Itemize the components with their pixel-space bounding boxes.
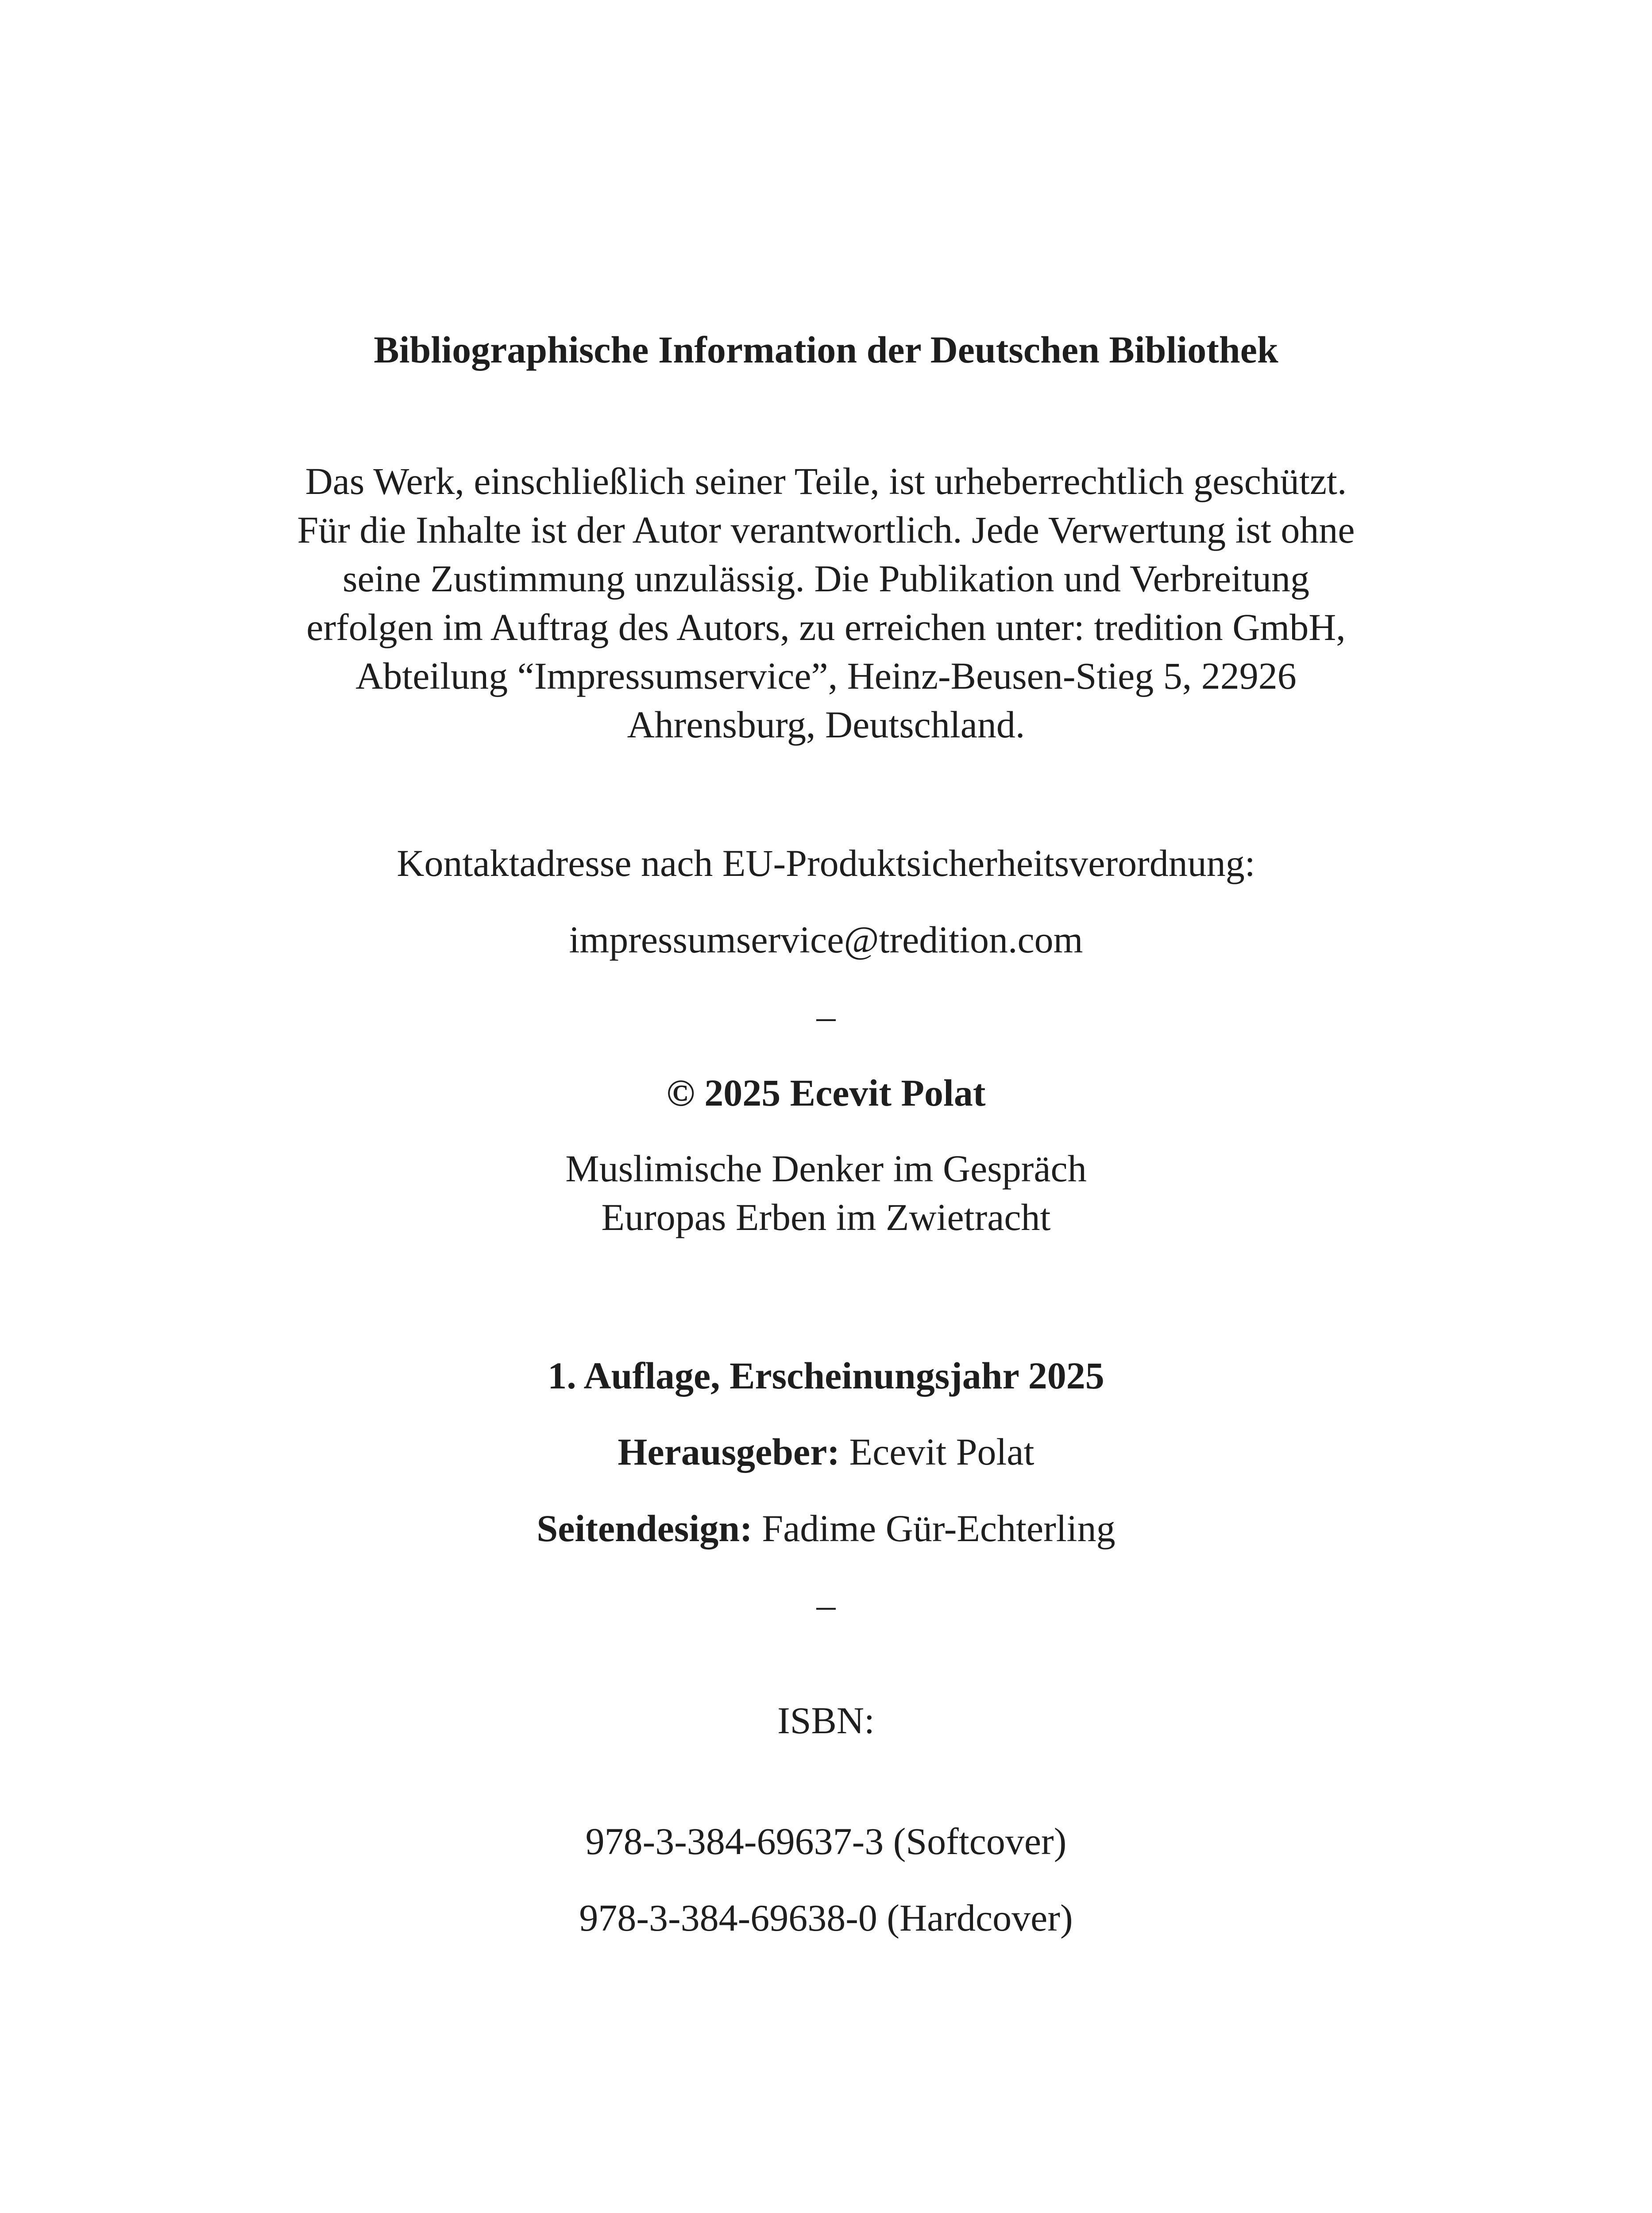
title-line-1: Muslimische Denker im Gespräch — [565, 1147, 1087, 1190]
design-label: Seitendesign: — [537, 1507, 753, 1550]
isbn-label: ISBN: — [777, 1699, 875, 1742]
bibliographic-heading: Bibliographische Information der Deutschen Bibliothek — [374, 328, 1278, 371]
contact-email: impressumservice@tredition.com — [569, 918, 1083, 961]
contact-label: Kontaktadresse nach EU-Produktsicherheitsverordnung: — [397, 842, 1255, 884]
separator-2: – — [816, 1584, 836, 1626]
separator-1: – — [816, 995, 836, 1037]
notice-line-1: Das Werk, einschließlich seiner Teile, ist urheberrechtlich geschützt. — [305, 460, 1347, 502]
publisher-line — [0, 1427, 1652, 1476]
notice-line-3: seine Zustimmung unzulässig. Die Publikation und Verbreitung — [342, 557, 1309, 600]
notice-line-4: erfolgen im Auftrag des Autors, zu erreichen unter: tredition GmbH, — [306, 606, 1346, 648]
isbn-hardcover: 978-3-384-69638-0 (Hardcover) — [579, 1897, 1073, 1939]
copyright-line: © 2025 Ecevit Polat — [666, 1072, 986, 1114]
notice-line-5: Abteilung “Impressumservice”, Heinz-Beusen-Stieg 5, 22926 — [355, 655, 1297, 697]
isbn-softcover: 978-3-384-69637-3 (Softcover) — [585, 1820, 1067, 1862]
design-value: Fadime Gür-Echterling — [762, 1507, 1115, 1550]
publisher-label: Herausgeber: — [618, 1430, 840, 1473]
notice-line-2: Für die Inhalte ist der Autor verantwortlich. Jede Verwertung ist ohne — [297, 509, 1355, 551]
edition-line: 1. Auflage, Erscheinungsjahr 2025 — [548, 1354, 1104, 1397]
notice-line-6: Ahrensburg, Deutschland. — [627, 703, 1025, 746]
publisher-value: Ecevit Polat — [849, 1430, 1034, 1473]
title-line-2: Europas Erben im Zwietracht — [601, 1196, 1051, 1238]
design-line — [0, 1504, 1652, 1553]
